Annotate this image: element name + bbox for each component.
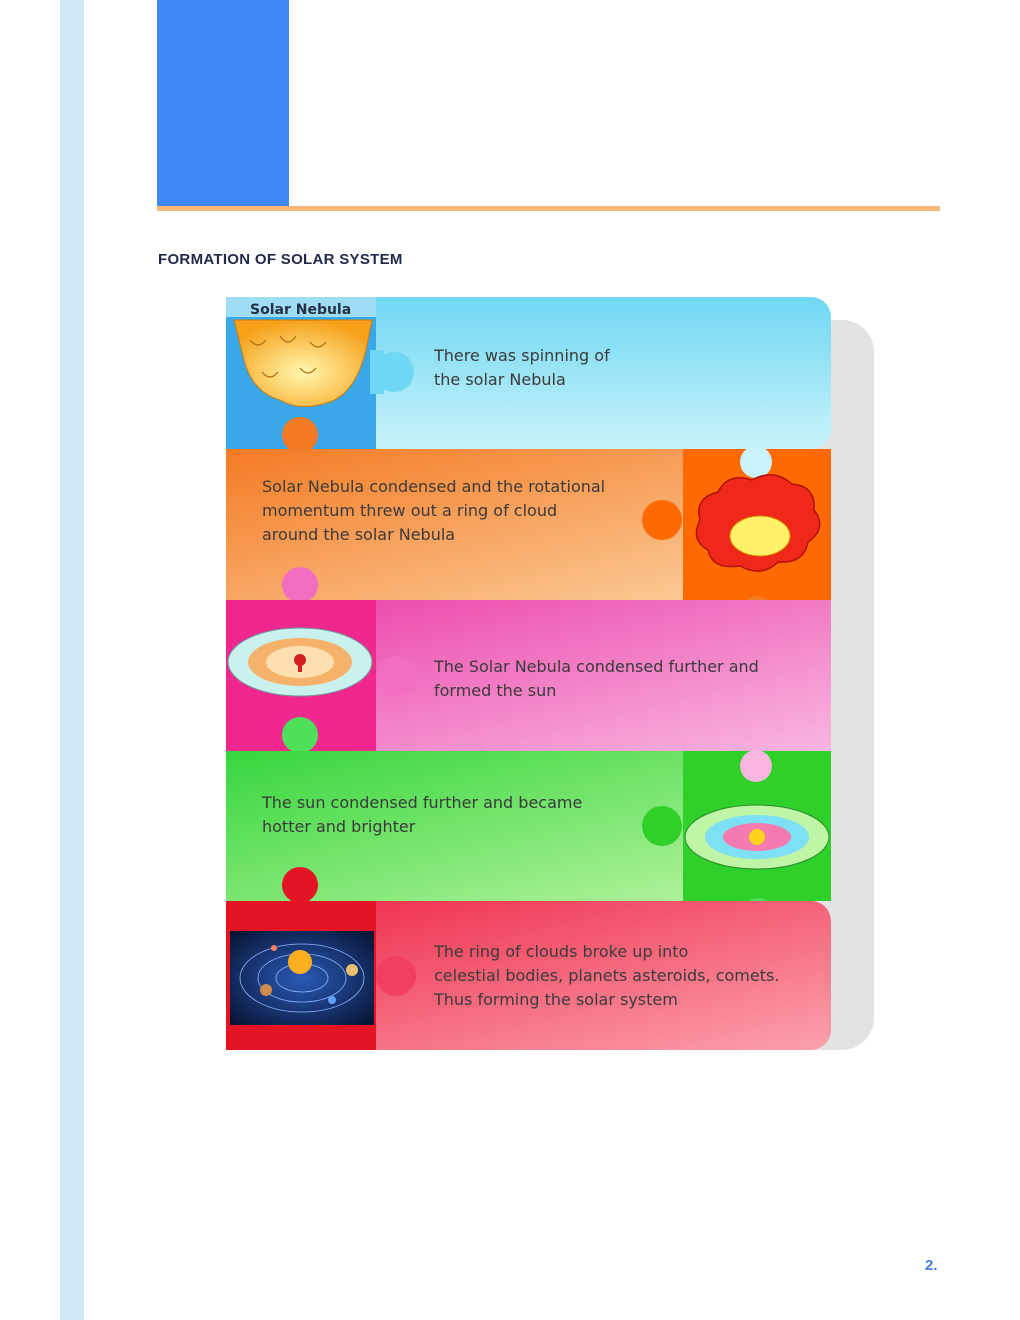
step-2-text: Solar Nebula condensed and the rotational momentum threw out a ring of cloud around the solar Nebula: [262, 477, 606, 544]
step-3-bottom-tab: [282, 717, 318, 753]
step-2-bottom-tab: [282, 567, 318, 603]
step-1-text: There was spinning of the solar Nebula: [434, 346, 610, 389]
section-title: FORMATION OF SOLAR SYSTEM: [158, 251, 403, 268]
step-3-text: The Solar Nebula condensed further and formed the sun: [434, 657, 759, 700]
step-5-text: The ring of clouds broke up into celestial bodies, planets asteroids, comets. Thus forming the solar system: [434, 942, 780, 1009]
step-4-bottom-tab: [282, 867, 318, 903]
solar-system-image: [230, 931, 374, 1025]
solar-nebula-label: Solar Nebula: [250, 302, 352, 318]
step-1-bottom-tab: [282, 417, 318, 453]
step-4-text: The sun condensed further and became hotter and brighter: [262, 793, 583, 836]
page-number: 2.: [925, 1257, 938, 1274]
